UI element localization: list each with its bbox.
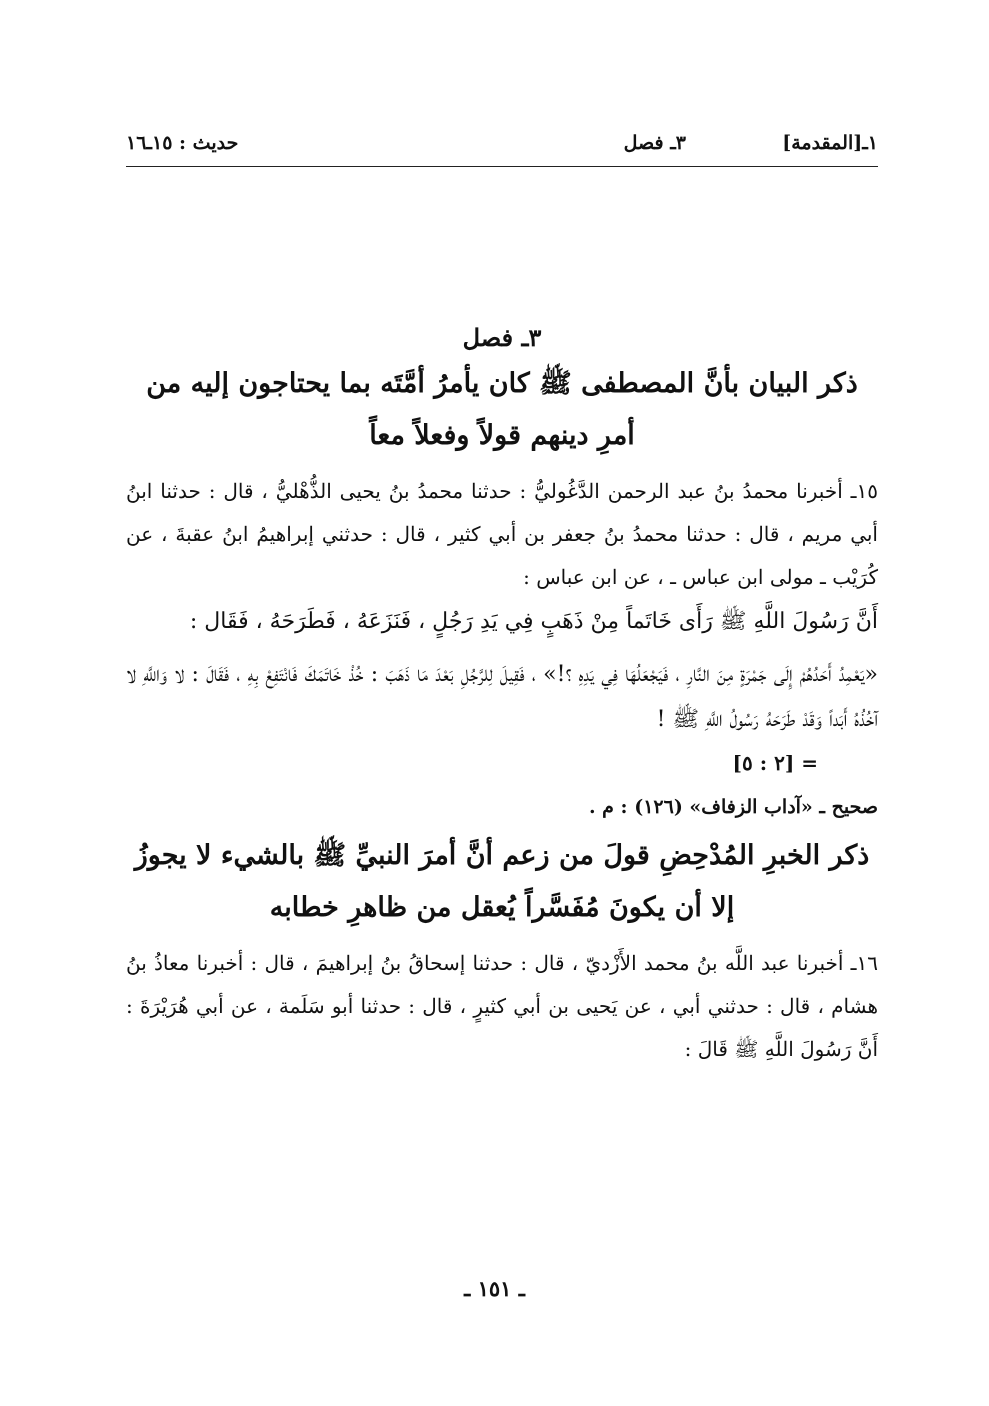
hadith-15-matn-intro: أَنَّ رَسُولَ اللَّهِ ﷺ رَأَى خَاتَماً مِنْ ذَهَبٍ فِي يَدِ رَجُلٍ ، فَنَزَعَهُ ، فَطَرَحَهُ ، فَقَال : (189, 609, 878, 634)
header-chapter: ٣ـ فصل (623, 132, 686, 154)
hadith-15-matn-quote: «يَعْمِدُ أَحَدُهُمْ إِلَى جَمْرَةٍ مِنَ النَّارِ ، فَيَجْعَلُهَا فِي يَدِهِ ؟!» ، فَقِيلَ لِلرَّجُلِ بَعْدَ مَا ذَهَبَ : خُذْ خَاتَمَكَ فَانْتَفِعْ بِهِ ، فَقَالَ : لا وَاللَّهِ لا آخُذُهُ أَبَداً وَقَدْ طَرَحَهُ رَسُولُ اللَّهِ ﷺ ! (126, 662, 878, 732)
hadith-15-grade: صحيح ـ «آداب الزفاف» (١٢٦) : م . (588, 796, 878, 818)
page-number: ـ ١٥١ ـ (464, 1276, 525, 1301)
header-rule (126, 166, 878, 167)
hadith-15-reference: = [٢ : ٥] (732, 751, 818, 775)
header-hadith-range: حديث : ١٥ـ١٦ (126, 132, 239, 154)
hadith-15-isnad: ١٥ـ أخبرنا محمدُ بنُ عبد الرحمن الدَّغُوليُّ : حدثنا محمدُ بنُ يحيى الذُّهْليُّ ، قال : حدثنا ابنُ أبي مريم ، قال : حدثنا محمدُ بنُ جعفر بن أبي كثير ، قال : حدثني إبراهيمُ ابنُ عقبةَ ، عن كُرَيْب ـ مولى ابن عباس ـ ، عن ابن عباس : (126, 479, 878, 589)
page-body (126, 318, 878, 1071)
section-heading: ذكر البيان بأنَّ المصطفى ﷺ كان يأمرُ أمَّتَه بما يحتاجون إليه من أمرِ دينهم قولاً وفعلاً معاً (146, 368, 858, 451)
running-header (126, 126, 878, 166)
hadith-16-isnad: ١٦ـ أخبرنا عبد اللَّه بنُ محمد الأَزْديّ ، قال : حدثنا إسحاقُ بنُ إبراهيمَ ، قال : أخبرنا معاذُ بنُ هشام ، قال : حدثني أبي ، عن يَحيى بن أبي كثيرٍ ، قال : حدثنا أبو سَلَمة ، عن أبي هُرَيْرَةَ : أَنَّ رَسُولَ اللَّهِ ﷺ قَالَ : (126, 951, 878, 1061)
section-2-heading: ذكر الخبرِ المُدْحِضِ قولَ من زعم أنَّ أمرَ النبيِّ ﷺ بالشيء لا يجوزُ إلا أن يكونَ مُفَسَّراً يُعقل من ظاهرِ خطابه (134, 840, 870, 923)
section-number: ٣ـ فصل (462, 323, 542, 352)
header-book-title: ١ـ[المقدمة] (782, 132, 878, 154)
